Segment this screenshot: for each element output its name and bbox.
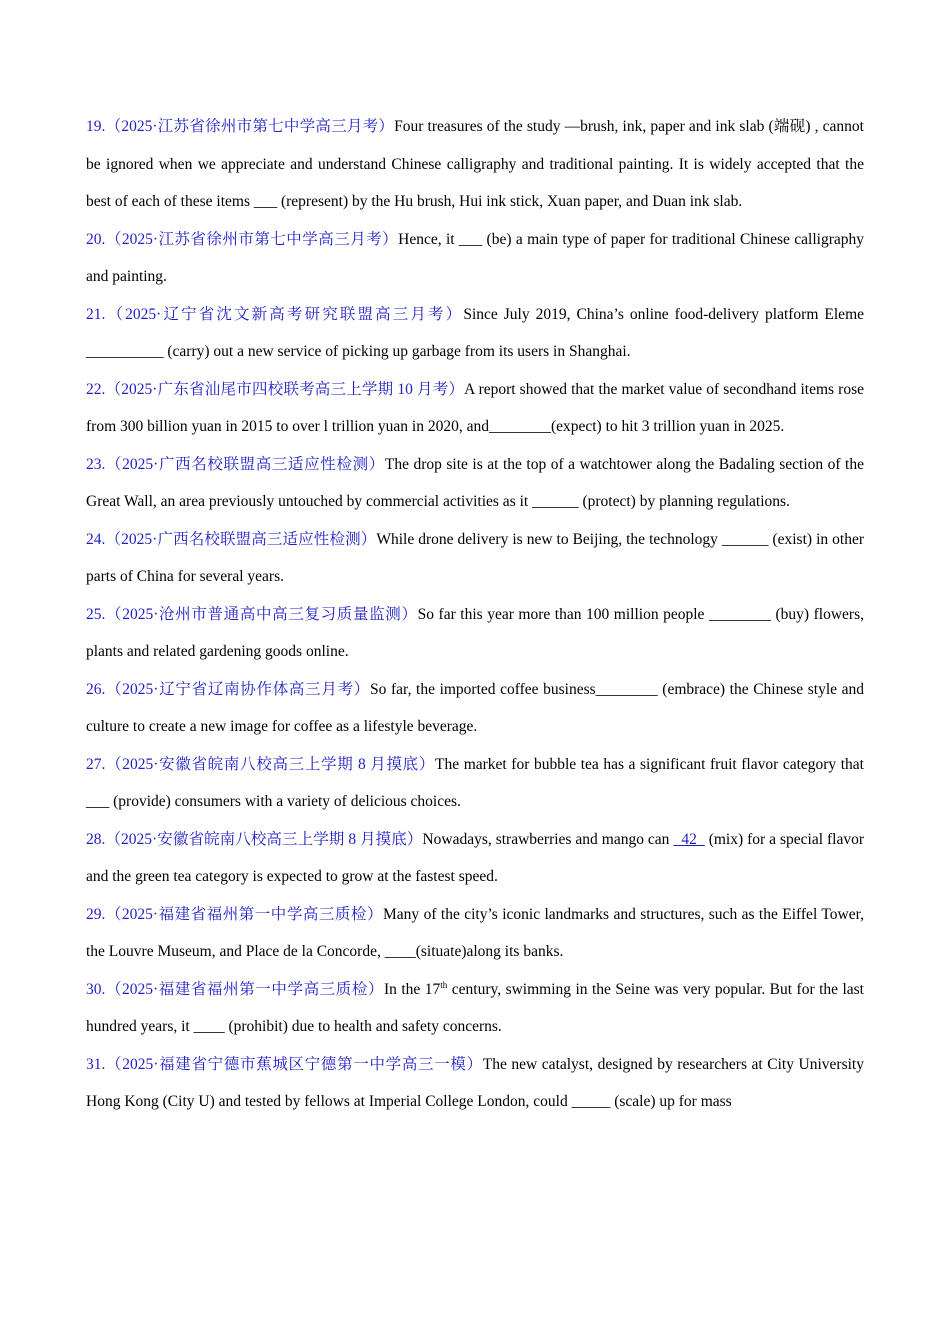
question-27 [86,746,864,821]
superscript: th [440,979,448,990]
question-source: 27.（2025·安徽省皖南八校高三上学期 8 月摸底） [86,755,436,773]
question-source: 22.（2025·广东省汕尾市四校联考高三上学期 10 月考） [86,380,465,398]
question-text: A report showed that the market value of secondhand items rose from 300 billion yuan in 2015 to over l trillion yuan in 2020, and________(expect) to hit 3 trillion yuan in 2025. [86,380,864,435]
answer-blank: 42 [673,830,705,848]
question-source: 23.（2025·广西名校联盟高三适应性检测） [86,455,385,473]
document-page [86,108,864,1121]
question-source: 25.（2025·沧州市普通高中高三复习质量监测） [86,605,418,623]
question-text: The market for bubble tea has a significant fruit flavor category that ___ (provide) consumers with a variety of delicious choices. [86,755,864,810]
question-source: 20.（2025·江苏省徐州市第七中学高三月考） [86,230,399,248]
question-24 [86,521,864,596]
question-source: 24.（2025·广西名校联盟高三适应性检测） [86,530,377,548]
question-text-after: (mix) for a special flavor and the green tea category is expected to grow at the fastest speed. [86,830,865,885]
question-text: Since July 2019, China’s online food-delivery platform Eleme __________ (carry) out a new service of picking up garbage from its users in Shanghai. [86,305,864,360]
question-31 [86,1046,864,1121]
question-source: 31.（2025·福建省宁德市蕉城区宁德第一中学高三一模） [86,1055,483,1073]
question-text: The new catalyst, designed by researchers at City University Hong Kong (City U) and tested by fellows at Imperial College London, could _____ (scale) up for mass [86,1055,864,1110]
question-22 [86,371,864,446]
question-23 [86,446,864,521]
question-text: So far this year more than 100 million people ________ (buy) flowers, plants and related gardening goods online. [86,605,864,660]
question-text: Hence, it ___ (be) a main type of paper for traditional Chinese calligraphy and painting. [86,230,864,285]
question-source: 26.（2025·辽宁省辽南协作体高三月考） [86,680,371,698]
question-text-after: century, swimming in the Seine was very popular. But for the last hundred years, it ____ (prohibit) due to health and safety concerns. [86,980,864,1035]
question-text: So far, the imported coffee business________ (embrace) the Chinese style and culture to create a new image for coffee as a lifestyle beverage. [86,680,864,735]
question-text-before: Nowadays, strawberries and mango can [422,830,674,848]
question-source: 30.（2025·福建省福州第一中学高三质检） [86,980,384,998]
question-source: 29.（2025·福建省福州第一中学高三质检） [86,905,384,923]
question-source: 28.（2025·安徽省皖南八校高三上学期 8 月摸底） [86,830,423,848]
question-19 [86,108,864,221]
question-25 [86,596,864,671]
question-source: 21.（2025·辽宁省沈文新高考研究联盟高三月考） [86,305,464,323]
question-20 [86,221,864,296]
question-26 [86,671,864,746]
question-source: 19.（2025·江苏省徐州市第七中学高三月考） [86,118,395,135]
question-text: The drop site is at the top of a watchtower along the Badaling section of the Great Wall, an area previously untouched by commercial activities as it ______ (protect) by planning regulations. [86,455,864,510]
question-text-before: In the 17 [384,980,441,998]
question-29 [86,896,864,971]
question-28 [86,821,864,896]
question-text: Many of the city’s iconic landmarks and structures, such as the Eiffel Tower, the Louvre Museum, and Place de la Concorde, ____(situate)along its banks. [86,905,864,960]
question-30 [86,971,864,1046]
question-21 [86,296,864,371]
question-text: While drone delivery is new to Beijing, the technology ______ (exist) in other parts of China for several years. [86,530,864,585]
question-text: Four treasures of the study —brush, ink, paper and ink slab (端砚) , cannot be ignored when we appreciate and understand Chinese calligraphy and traditional painting. It is widely accepted that the best of each of these items ___ (represent) by the Hu brush, Hui ink stick, Xuan paper, and Duan ink slab. [86,118,864,210]
